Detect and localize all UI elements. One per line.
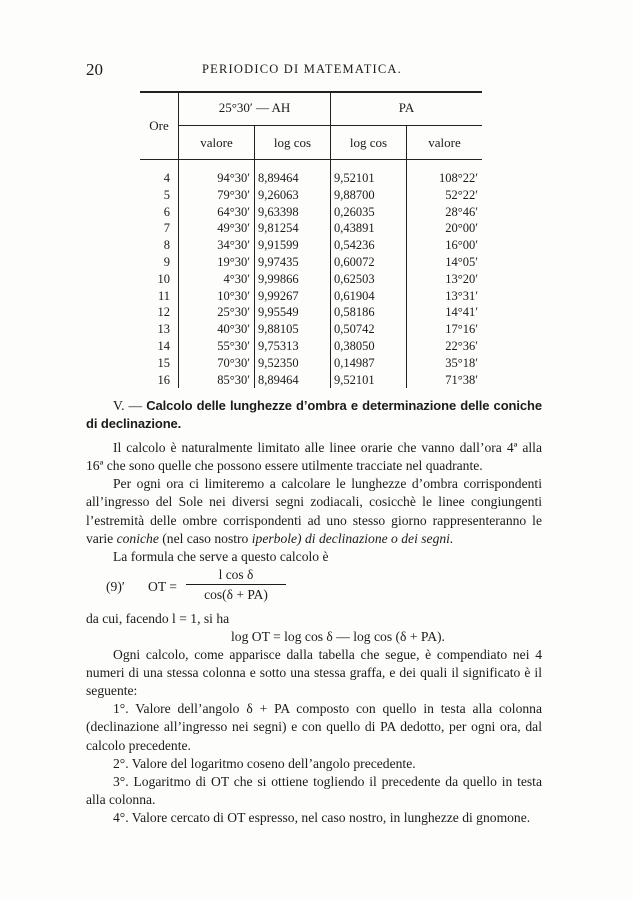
formula-label: (9)′ [106,578,125,594]
table-cell: 0,43891 [334,221,375,236]
running-title: PERIODICO DI MATEMATICA. [202,62,402,76]
table-cell: 28°46′ [445,204,478,219]
table-cell: 13°31′ [445,288,478,303]
table-cell: 20°00′ [445,221,478,236]
header-valore-ah: valore [200,135,233,150]
list-item-2: 2°. Valore del logaritmo coseno dell’angolo precedente. [113,755,416,771]
paragraph-5: Ogni calcolo, come apparisce dalla tabella che segue, è compendiato nei 4 numeri di una stessa colonna e sotto una stessa graffa, e dei quali il significato è il seguente: [86,647,542,699]
table-cell: 0,54236 [334,238,375,253]
hour-angle-table [140,91,482,388]
header-logcos-ah: log cos [273,135,312,150]
table-header-rule [140,159,482,160]
table-cell: 5 [163,187,170,202]
formula-fraction [186,566,286,605]
table-cell: 9,81254 [258,221,299,236]
table-cell: 0,38050 [334,338,375,353]
table-cell: 17°16′ [445,322,478,337]
table-cell: 79°30′ [217,187,250,202]
column-valore-ah [180,170,250,388]
table-cell: 16 [157,372,170,387]
header-valore-pa: valore [428,135,461,150]
page-header [86,60,542,84]
table-cell: 9,52101 [334,372,375,387]
table-cell: 0,61904 [334,288,375,303]
table-cell: 19°30′ [217,254,250,269]
section-title: Calcolo delle lunghezze d’ombra e determinazione delle coniche di declinazione. [86,398,542,432]
body-text [86,397,542,827]
table-cell: 8,89464 [258,372,299,387]
table-cell: 52°22′ [445,187,478,202]
table-cell: 14°05′ [445,254,478,269]
table-cell: 9,88105 [258,322,299,337]
table-cell: 9,97435 [258,254,299,269]
paragraph-4: da cui, facendo l = 1, si ha [86,610,230,626]
table-cell: 9,95549 [258,305,299,320]
table-cell: 40°30′ [217,322,250,337]
formula-log: log OT = log cos δ — log cos (δ + PA). [231,628,445,644]
table-cell: 0,58186 [334,305,375,320]
header-ore: Ore [149,118,169,133]
table-cell: 35°18′ [445,355,478,370]
table-cell: 49°30′ [217,221,250,236]
formula-numerator: l cos δ [218,566,254,582]
header-group-ah: 25°30′ — AH [218,100,291,115]
table-cell: 12 [157,305,170,320]
column-ore [140,170,170,388]
table-cell: 15 [157,355,170,370]
table-cell: 94°30′ [217,171,250,185]
list-item-3: 3°. Logaritmo di OT che si ottiene togliendo il precedente da quello in testa alla colonna. [86,773,542,807]
table-vline-3 [406,125,407,388]
formula-lhs: OT = [148,578,177,594]
table-top-rule [140,91,482,93]
table-cell: 13°20′ [445,271,478,286]
column-valore-pa [408,170,478,388]
table-cell: 0,60072 [334,254,375,269]
table-cell: 10 [157,271,170,286]
table-cell: 64°30′ [217,204,250,219]
table-cell: 9,52350 [258,355,299,370]
table-cell: 70°30′ [217,355,250,370]
table-cell: 25°30′ [217,305,250,320]
header-group-pa: PA [398,100,415,115]
header-logcos-pa: log cos [349,135,388,150]
column-logcos-pa [334,170,404,388]
table-cell: 0,50742 [334,322,375,337]
table-cell: 22°36′ [445,338,478,353]
table-cell: 4 [163,171,170,185]
table-cell: 6 [163,204,170,219]
table-vline-1 [254,125,255,388]
table-cell: 71°38′ [445,372,478,387]
table-cell: 4°30′ [223,271,250,286]
column-logcos-ah [258,170,328,388]
table-cell: 9,75313 [258,338,299,353]
paragraph-1: Il calcolo è naturalmente limitato alle linee orarie che vanno dall’ora 4ª alla 16ª che sono quelle che possono essere utilmente tracciate nel quadrante. [86,440,542,474]
list-item-4: 4°. Valore cercato di OT espresso, nel caso nostro, in lunghezze di gnomone. [113,809,531,825]
list-item-1: 1°. Valore dell’angolo δ + PA composto con quello in testa alla colonna (declinazione all’ingresso nei segni) e con quello di PA dedotto, per ogni ora, dal calcolo precedente. [86,701,542,753]
formula-9 [86,566,542,610]
table-cell: 0,26035 [334,204,375,219]
table-cell: 8,89464 [258,171,299,185]
table-cell: 85°30′ [217,372,250,387]
table-cell: 9,99267 [258,288,299,303]
table-cell: 10°30′ [217,288,250,303]
table-cell: 11 [157,288,170,303]
table-cell: 34°30′ [217,238,250,253]
table-cell: 9,26063 [258,187,299,202]
page-number: 20 [86,60,103,79]
table-cell: 16°00′ [445,238,478,253]
paragraph-3: La formula che serve a questo calcolo è [113,548,329,564]
table-cell: 13 [157,322,170,337]
table-cell: 108°22′ [439,171,478,185]
table-cell: 9,88700 [334,187,375,202]
table-cell: 55°30′ [217,338,250,353]
formula-denominator: cos(δ + PA) [186,584,286,605]
table-cell: 9,63398 [258,204,299,219]
table-cell: 14°41′ [445,305,478,320]
table-cell: 7 [163,221,170,236]
section-heading: V. — Calcolo delle lunghezze d’ombra e determinazione delle coniche di declinazione. [86,398,542,432]
table-cell: 9,52101 [334,171,375,185]
table-cell: 0,62503 [334,271,375,286]
table-cell: 9,91599 [258,238,299,253]
table-cell: 9,99866 [258,271,299,286]
paragraph-2: Per ogni ora ci limiteremo a calcolare le lunghezze d’ombra corrispondenti all’ingresso del Sole nei diversi segni zodiacali, cosicchè le linee congiungenti l’estremità delle ombre corrispondenti ad uno stesso giorno rappresenteranno le varie coniche (nel caso nostro iperbole) di declinazione o dei segni. [86,476,542,546]
table-cell: 8 [163,238,170,253]
table-cell: 9 [163,254,170,269]
table-cell: 14 [157,338,170,353]
table-cell: 0,14987 [334,355,375,370]
